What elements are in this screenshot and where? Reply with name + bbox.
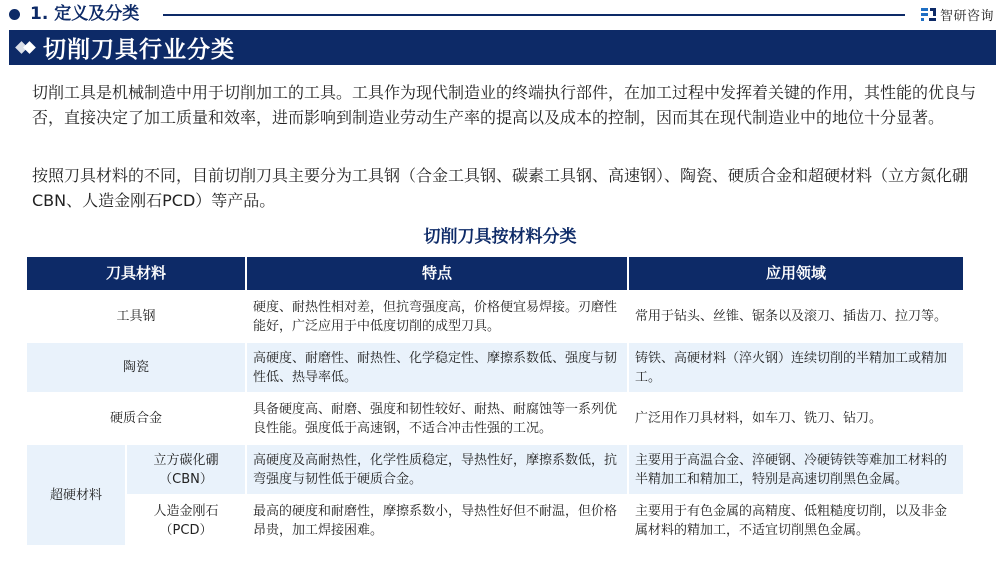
table-row: [27, 443, 963, 494]
features-cell: 最高的硬度和耐磨性，摩擦系数小，导热性好但不耐温，但价格昂贵，加工焊接困难。: [247, 494, 627, 545]
header-applications: 应用领域: [629, 257, 963, 290]
group-material-cell: 超硬材料: [27, 443, 125, 545]
section-label: 1. 定义及分类: [30, 4, 140, 24]
table-row: [27, 494, 963, 545]
applications-cell: 主要用于有色金属的高精度、低粗糙度切削，以及非金属材料的精加工，不适宜切削黑色金属。: [629, 494, 963, 545]
brand: [921, 4, 994, 24]
features-cell: 具备硬度高、耐磨、强度和韧性较好、耐热、耐腐蚀等一系列优良性能。强度低于高速钢，不适合冲击性强的工况。: [247, 392, 627, 443]
zhiyan-logo-icon: [921, 7, 936, 22]
features-cell: 高硬度、耐磨性、耐热性、化学稳定性、摩擦系数低、强度与韧性低、热导率低。: [247, 341, 627, 392]
classification-paragraph: 按照刀具材料的不同，目前切削刀具主要分为工具钢（合金工具钢、碳素工具钢、高速钢）、陶瓷、硬质合金和超硬材料（立方氮化硼CBN、人造金刚石PCD）等产品。: [32, 166, 969, 210]
table-row: [27, 341, 963, 392]
submaterial-name: 人造金刚石: [153, 503, 219, 519]
table-row: [27, 392, 963, 443]
top-bar: [0, 0, 1000, 28]
features-cell: 硬度、耐热性相对差，但抗弯强度高，价格便宜易焊接。刃磨性能好，广泛应用于中低度切削的成型刀具。: [247, 290, 627, 341]
header-features: 特点: [247, 257, 627, 290]
submaterial-abbr: （CBN）: [159, 471, 213, 487]
classification-table: [25, 257, 965, 545]
table-header-row: [27, 257, 963, 290]
table-title: 切削刀具按材料分类: [423, 227, 577, 247]
header-material: 刀具材料: [27, 257, 245, 290]
double-diamond-icon: [15, 41, 39, 55]
applications-cell: 铸铁、高硬材料（淬火钢）连续切削的半精加工或精加工。: [629, 341, 963, 392]
features-cell: 高硬度及高耐热性，化学性质稳定，导热性好，摩擦系数低，抗弯强度与韧性低于硬质合金。: [247, 443, 627, 494]
material-cell: 工具钢: [27, 290, 245, 341]
table-row: [27, 290, 963, 341]
brand-name: 智研咨询: [940, 8, 995, 24]
applications-cell: 广泛用作刀具材料，如车刀、铣刀、钻刀。: [629, 392, 963, 443]
bullet-dot-icon: [9, 9, 20, 20]
applications-cell: 常用于钻头、丝锥、锯条以及滚刀、插齿刀、拉刀等。: [629, 290, 963, 341]
material-cell: 陶瓷: [27, 341, 245, 392]
header-divider: [163, 14, 905, 16]
submaterial-abbr: （PCD）: [159, 522, 213, 538]
submaterial-cell: [127, 443, 245, 494]
material-cell: 硬质合金: [27, 392, 245, 443]
submaterial-cell: [127, 494, 245, 545]
intro-paragraph: 切削工具是机械制造中用于切削加工的工具。工具作为现代制造业的终端执行部件，在加工过程中发挥着关键的作用，其性能的优良与否，直接决定了加工质量和效率，进而影响到制造业劳动生产率的提高以及成本的控制，因而其在现代制造业中的地位十分显著。: [32, 83, 977, 127]
page-title-band: [9, 30, 996, 65]
submaterial-name: 立方碳化硼: [153, 452, 219, 468]
page-title: 切削刀具行业分类: [43, 37, 235, 63]
applications-cell: 主要用于高温合金、淬硬钢、冷硬铸铁等难加工材料的半精加工和精加工，特别是高速切削黑色金属。: [629, 443, 963, 494]
